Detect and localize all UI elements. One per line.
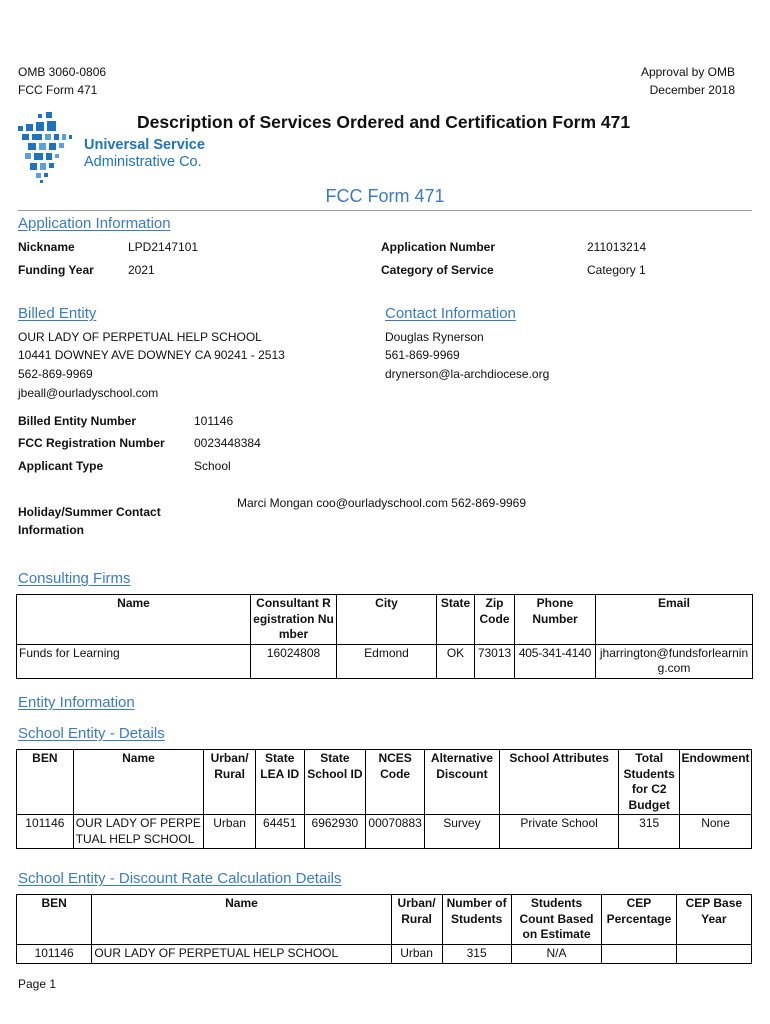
- consulting-firms-table: [16, 594, 753, 679]
- nickname-label: Nickname: [18, 240, 75, 254]
- school-entity-heading: School Entity - Details: [18, 725, 165, 742]
- table-cell: Edmond: [337, 644, 437, 678]
- application-number-value: 211013214: [587, 240, 647, 254]
- contact-email: drynerson@la-archdiocese.org: [385, 367, 550, 381]
- category-label: Category of Service: [381, 263, 494, 277]
- fcc-registration-value: 0023448384: [194, 436, 261, 450]
- table-cell: Private School: [499, 815, 618, 849]
- discount-rate-table: [16, 894, 752, 964]
- table-row: [17, 644, 753, 678]
- ben-label: Billed Entity Number: [18, 414, 137, 428]
- holiday-contact-value: Marci Mongan coo@ourladyschool.com 562-869-9969: [237, 496, 527, 510]
- table-header-row: [17, 595, 753, 645]
- table-cell: [676, 944, 751, 963]
- logo-line-2: Administrative Co.: [84, 154, 202, 170]
- table-cell: OK: [437, 644, 475, 678]
- title-divider: [18, 210, 752, 211]
- column-header: Endowment: [680, 750, 752, 815]
- category-value: Category 1: [587, 263, 646, 277]
- logo-line-1: Universal Service: [84, 137, 205, 153]
- table-cell: [602, 944, 676, 963]
- form-label: FCC Form 471: [18, 83, 98, 97]
- billed-entity-heading: Billed Entity: [18, 305, 97, 322]
- table-cell: 00070883: [366, 815, 425, 849]
- table-cell: N/A: [511, 944, 602, 963]
- table-row: [17, 944, 752, 963]
- consulting-firms-heading: Consulting Firms: [18, 570, 131, 587]
- billed-entity-phone: 562-869-9969: [18, 367, 93, 381]
- nickname-value: LPD2147101: [128, 240, 199, 254]
- column-header: Name: [73, 750, 204, 815]
- table-header-row: [17, 895, 752, 945]
- applicant-type-label: Applicant Type: [18, 459, 104, 473]
- billed-entity-name: OUR LADY OF PERPETUAL HELP SCHOOL: [18, 330, 262, 344]
- omb-number: OMB 3060-0806: [18, 65, 107, 79]
- application-number-label: Application Number: [381, 240, 496, 254]
- column-header: Urban/ Rural: [204, 750, 256, 815]
- page-title: Description of Services Ordered and Certification Form 471: [137, 112, 631, 132]
- table-cell: jharrington@fundsforlearning.com: [596, 644, 753, 678]
- column-header: State LEA ID: [255, 750, 304, 815]
- table-cell: 16024808: [251, 644, 337, 678]
- column-header: Name: [92, 895, 391, 945]
- ben-value: 101146: [194, 414, 234, 428]
- funding-year-value: 2021: [128, 263, 155, 277]
- table-cell: OUR LADY OF PERPETUAL HELP SCHOOL: [92, 944, 391, 963]
- table-cell: None: [680, 815, 752, 849]
- applicant-type-value: School: [194, 459, 231, 473]
- table-cell: 315: [442, 944, 511, 963]
- column-header: Zip Code: [475, 595, 515, 645]
- usac-logo-icon: [16, 112, 76, 184]
- school-entity-table: [16, 749, 752, 849]
- column-header: Total Students for C2 Budget: [619, 750, 680, 815]
- column-header: Urban/ Rural: [391, 895, 442, 945]
- table-cell: Urban: [204, 815, 256, 849]
- column-header: BEN: [17, 750, 74, 815]
- column-header: State: [437, 595, 475, 645]
- column-header: Consultant Registration Number: [251, 595, 337, 645]
- application-info-heading: Application Information: [18, 215, 171, 232]
- column-header: Phone Number: [515, 595, 596, 645]
- holiday-contact-label-1: Holiday/Summer Contact: [18, 505, 161, 519]
- table-row: [17, 815, 752, 849]
- contact-phone: 561-869-9969: [385, 348, 460, 362]
- approval-date: December 2018: [649, 83, 735, 97]
- column-header: Name: [17, 595, 251, 645]
- approval-text: Approval by OMB: [640, 65, 735, 79]
- holiday-contact-label-2: Information: [18, 523, 84, 537]
- billed-entity-email: jbeall@ourladyschool.com: [18, 386, 159, 400]
- discount-rate-heading: School Entity - Discount Rate Calculation Details: [18, 870, 342, 887]
- form-title: FCC Form 471: [325, 186, 445, 206]
- table-cell: 101146: [17, 815, 74, 849]
- column-header: School Attributes: [499, 750, 618, 815]
- table-header-row: [17, 750, 752, 815]
- table-cell: 101146: [17, 944, 92, 963]
- column-header: Alternative Discount: [424, 750, 499, 815]
- page-number: Page 1: [18, 977, 57, 991]
- billed-entity-address: 10441 DOWNEY AVE DOWNEY CA 90241 - 2513: [18, 348, 285, 362]
- column-header: State School ID: [304, 750, 366, 815]
- fcc-registration-label: FCC Registration Number: [18, 436, 165, 450]
- table-cell: Funds for Learning: [17, 644, 251, 678]
- contact-info-heading: Contact Information: [385, 305, 516, 322]
- table-cell: 73013: [475, 644, 515, 678]
- column-header: BEN: [17, 895, 92, 945]
- entity-info-heading: Entity Information: [18, 694, 135, 711]
- table-cell: 6962930: [304, 815, 366, 849]
- column-header: Email: [596, 595, 753, 645]
- table-cell: OUR LADY OF PERPETUAL HELP SCHOOL: [73, 815, 204, 849]
- column-header: CEP Base Year: [676, 895, 751, 945]
- column-header: Students Count Based on Estimate: [511, 895, 602, 945]
- table-cell: 405-341-4140: [515, 644, 596, 678]
- column-header: Number of Students: [442, 895, 511, 945]
- table-cell: Survey: [424, 815, 499, 849]
- column-header: CEP Percentage: [602, 895, 676, 945]
- table-cell: 64451: [255, 815, 304, 849]
- table-cell: Urban: [391, 944, 442, 963]
- table-cell: 315: [619, 815, 680, 849]
- column-header: NCES Code: [366, 750, 425, 815]
- funding-year-label: Funding Year: [18, 263, 94, 277]
- column-header: City: [337, 595, 437, 645]
- contact-name: Douglas Rynerson: [385, 330, 484, 344]
